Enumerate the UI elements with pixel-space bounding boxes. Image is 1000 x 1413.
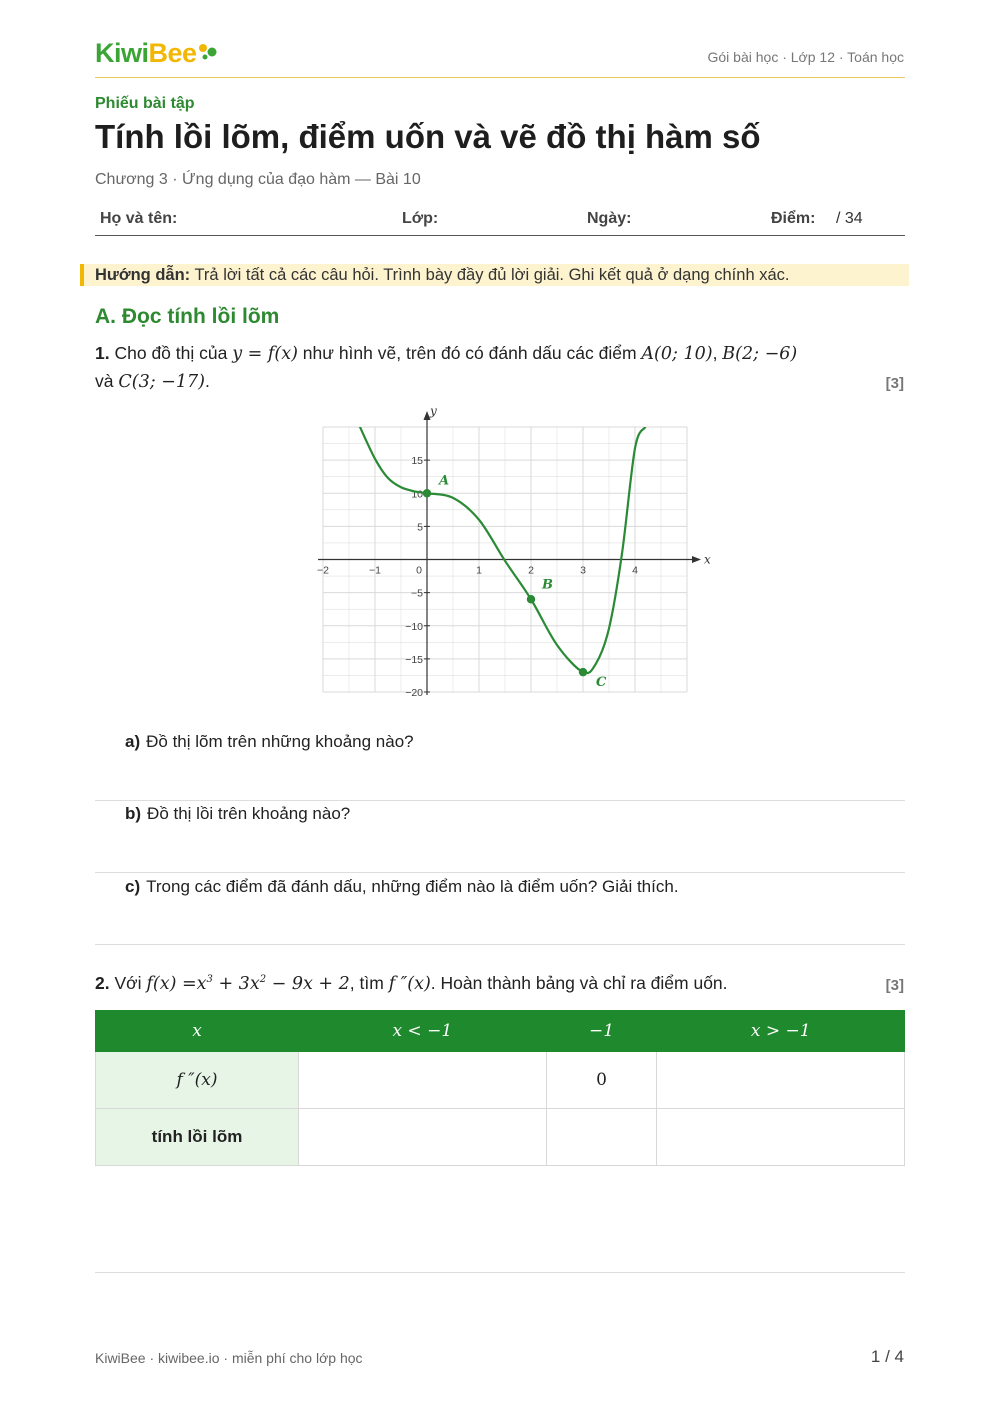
x-tick-label: 3 (580, 564, 586, 577)
x-tick-label: 0 (416, 564, 422, 577)
q1-part-c (125, 877, 679, 897)
section-a-title: A. Đọc tính lồi lõm (95, 305, 280, 328)
q1-part-a-label: a) (125, 732, 141, 751)
score-total: / 34 (836, 210, 863, 227)
y-axis-label: y (430, 405, 437, 418)
point-label-c: C (596, 675, 607, 691)
point-label-a: A (439, 473, 450, 489)
q1-and: và (95, 371, 114, 391)
question-1-number: 1. (95, 343, 110, 363)
answer-cell[interactable] (657, 1109, 905, 1166)
point-b (527, 595, 535, 603)
page-subtitle: Chương 3 · Ứng dụng của đạo hàm — Bài 10 (95, 171, 421, 188)
q1-part-b-text: Đồ thị lồi trên khoảng nào? (147, 804, 351, 823)
q2-func-lhs: f(x) = (146, 974, 197, 994)
q2-func-rhs: $x^3 + 3x^2 - 9x + 2$ (196, 974, 350, 994)
q1-point-c: C(3; −17) (118, 372, 205, 392)
table-header: x (96, 1011, 299, 1052)
breadcrumb: Gói bài học · Lớp 12 · Toán học (707, 49, 904, 65)
q1-func: y = f(x) (232, 344, 298, 364)
logo-dots-icon (198, 42, 220, 62)
instructions-text: Trả lời tất cả các câu hỏi. Trình bày đầy đủ lời giải. Ghi kết quả ở dạng chính xác. (194, 266, 790, 284)
q1-part-c-text: Trong các điểm đã đánh dấu, những điểm nào là điểm uốn? Giải thích. (146, 877, 679, 896)
y-tick-label: 15 (411, 455, 423, 468)
point-c (579, 668, 587, 676)
table-header-row (96, 1011, 905, 1052)
q2-text-start: Với (114, 973, 142, 993)
answer-line-a (95, 800, 905, 801)
question-1-line1: 1. Cho đồ thị của y = f(x) như hình vẽ, trên đó có đánh dấu các điểm A(0; 10), B(2; −6) (95, 343, 798, 364)
page-title: Tính lồi lõm, điểm uốn và vẽ đồ thị hàm số (95, 118, 761, 155)
x-tick-label: −1 (369, 564, 381, 577)
x-tick-label: 2 (528, 564, 534, 577)
row-label-second-derivative: f ″(x) (96, 1052, 299, 1109)
student-info-row (95, 209, 905, 236)
q2-deriv: f ″(x) (388, 974, 431, 994)
answer-cell[interactable]: 0 (546, 1052, 657, 1109)
answer-cell[interactable] (299, 1052, 547, 1109)
q1-part-b (125, 804, 350, 824)
answer-cell[interactable] (546, 1109, 657, 1166)
q1-part-a-text: Đồ thị lõm trên những khoảng nào? (146, 732, 414, 751)
header-divider (95, 77, 905, 78)
point-label-b: B (542, 577, 553, 593)
page-number: 1 / 4 (870, 1347, 904, 1366)
q1-part-c-label: c) (125, 877, 141, 896)
y-tick-label: 5 (417, 521, 423, 534)
q1-part-b-label: b) (125, 804, 142, 823)
second-derivative-table (95, 1010, 905, 1166)
y-tick-label: 10 (411, 488, 423, 501)
kiwibee-logo (95, 38, 197, 69)
worksheet-kicker: Phiếu bài tập (95, 95, 195, 112)
date-field-label: Ngày: (587, 210, 632, 227)
point-a (423, 489, 431, 497)
table-header: −1 (546, 1011, 657, 1052)
y-tick-label: −20 (405, 687, 423, 699)
question-1-points: [3] (885, 375, 904, 392)
x-tick-label: 4 (632, 564, 638, 577)
question-2 (95, 973, 728, 994)
score-field-label: Điểm: (771, 210, 816, 227)
footer-text: KiwiBee · kiwibee.io · miễn phí cho lớp học (95, 1350, 363, 1366)
question-2-number: 2. (95, 973, 110, 993)
class-field-label: Lớp: (402, 210, 439, 227)
question-2-points: [3] (885, 977, 904, 994)
q2-text-mid: , tìm (349, 973, 384, 993)
q2-text-end: . Hoàn thành bảng và chỉ ra điểm uốn. (430, 973, 728, 993)
x-axis-arrow-icon (692, 556, 701, 563)
x-tick-label: −2 (317, 564, 329, 577)
x-axis-label: x (704, 552, 711, 567)
table-row (96, 1052, 905, 1109)
table-header: x < −1 (299, 1011, 547, 1052)
logo-bee: Bee (148, 38, 197, 68)
y-tick-label: −15 (405, 653, 423, 666)
question-1-line2: và C(3; −17). (95, 371, 210, 392)
table-header: x > −1 (657, 1011, 905, 1052)
answer-line-b (95, 872, 905, 873)
instructions-label: Hướng dẫn: (95, 266, 191, 284)
table-row (96, 1109, 905, 1166)
footer-divider (95, 1272, 905, 1273)
y-tick-label: −10 (405, 620, 423, 633)
x-tick-label: 1 (476, 564, 482, 577)
answer-cell[interactable] (657, 1052, 905, 1109)
instructions (95, 266, 789, 285)
q1-text-mid: như hình vẽ, trên đó có đánh dấu các điểm (302, 343, 637, 363)
function-graph (300, 405, 720, 705)
name-field-label: Họ và tên: (100, 210, 178, 227)
y-tick-label: −5 (411, 587, 423, 600)
q1-point-a: A(0; 10) (641, 344, 713, 364)
row-label-concavity: tính lồi lõm (96, 1109, 299, 1166)
function-curve (359, 426, 645, 673)
q1-text-start: Cho đồ thị của (114, 343, 228, 363)
answer-line-c (95, 944, 905, 945)
q1-point-b: B(2; −6) (722, 344, 798, 364)
q1-part-a (125, 732, 414, 752)
answer-cell[interactable] (299, 1109, 547, 1166)
logo-kiwi: Kiwi (95, 38, 149, 68)
